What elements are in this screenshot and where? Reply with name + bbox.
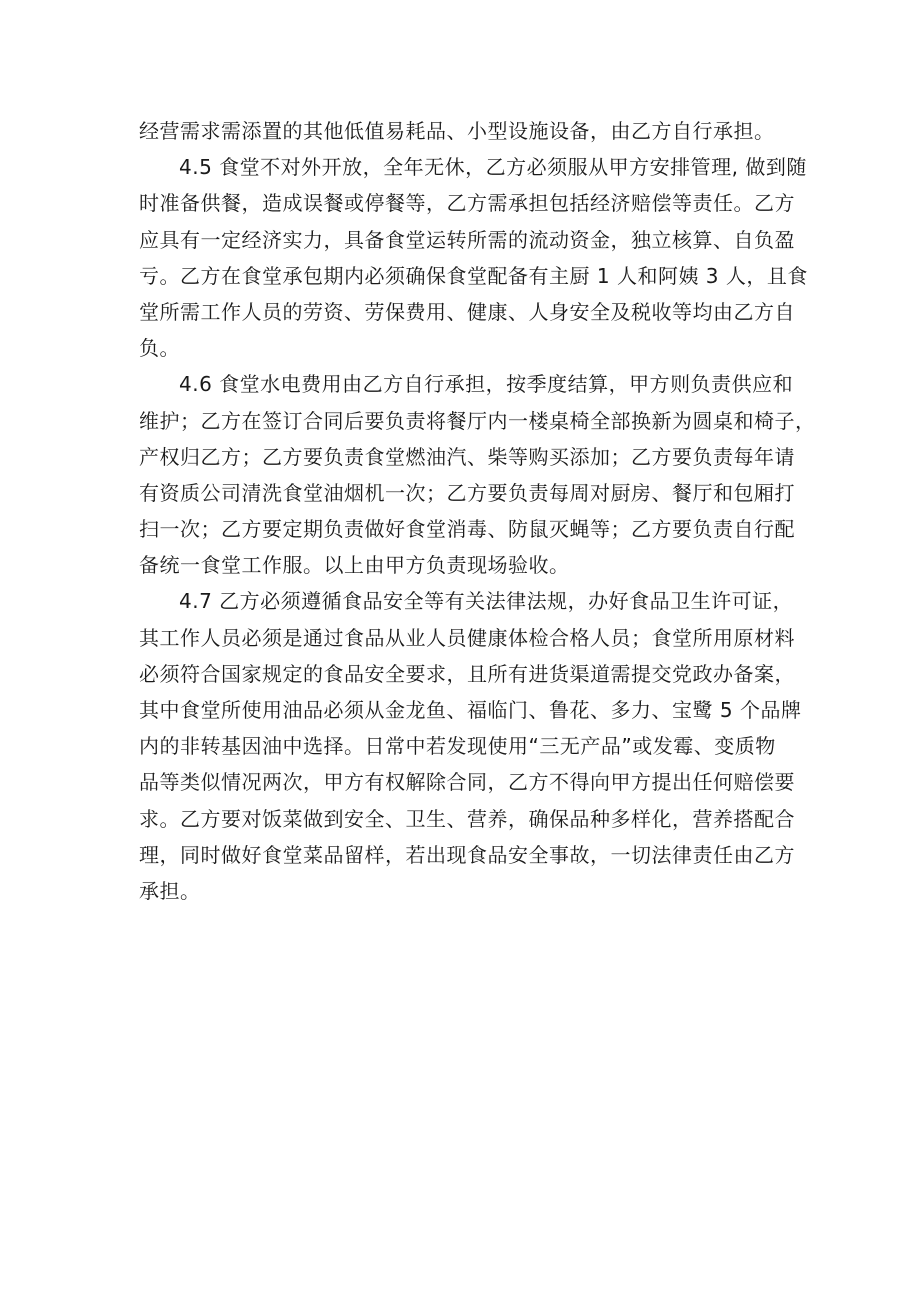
paragraph-4-5-first-line: 4.5 食堂不对外开放，全年无休，乙方必须服从甲方安排管理, 做到随: [179, 155, 807, 180]
text-line: 应具有一定经济实力，具备食堂运转所需的流动资金，独立核算、自负盈: [139, 227, 795, 252]
text-line: 产权归乙方；乙方要负责食堂燃油汽、柴等购买添加；乙方要负责每年请: [139, 444, 795, 469]
paragraph-4-7-first-line: 4.7 乙方必须遵循食品安全等有关法律法规，办好食品卫生许可证，: [179, 589, 794, 614]
text-line: 备统一食堂工作服。以上由甲方负责现场验收。: [139, 553, 570, 578]
text-line: 扫一次；乙方要定期负责做好食堂消毒、防鼠灭蝇等；乙方要负责自行配: [139, 517, 795, 542]
text-line: 品等类似情况两次，甲方有权解除合同，乙方不得向甲方提出任何赔偿要: [139, 770, 795, 795]
text-line: 有资质公司清洗食堂油烟机一次；乙方要负责每周对厨房、餐厅和包厢打: [139, 480, 795, 505]
text-line: 内的非转基因油中选择。日常中若发现使用“三无产品”或发霉、变质物: [139, 734, 776, 759]
document-body: [139, 113, 816, 909]
text-line: 其工作人员必须是通过食品从业人员健康体检合格人员；食堂所用原材料: [139, 625, 795, 650]
text-line: 承担。: [139, 878, 201, 903]
text-line: 亏。乙方在食堂承包期内必须确保食堂配备有主厨 1 人和阿姨 3 人，且食: [139, 263, 808, 288]
text-line: 求。乙方要对饭菜做到安全、卫生、营养，确保品种多样化，营养搭配合: [139, 806, 795, 831]
paragraph-4-6-first-line: 4.6 食堂水电费用由乙方自行承担，按季度结算，甲方则负责供应和: [179, 372, 794, 397]
text-line: 必须符合国家规定的食品安全要求，且所有进货渠道需提交党政办备案，: [139, 661, 795, 686]
text-line: 理，同时做好食堂菜品留样，若出现食品安全事故，一切法律责任由乙方: [139, 842, 795, 867]
text-line: 经营需求需添置的其他低值易耗品、小型设施设备，由乙方自行承担。: [139, 119, 775, 143]
text-line: 负。: [139, 336, 180, 361]
text-line: 其中食堂所使用油品必须从金龙鱼、福临门、鲁花、多力、宝鹭 5 个品牌: [139, 698, 802, 722]
text-line: 时准备供餐，造成误餐或停餐等，乙方需承担包括经济赔偿等责任。乙方: [139, 191, 795, 216]
text-line: 维护；乙方在签订合同后要负责将餐厅内一楼桌椅全部换新为圆桌和椅子，: [139, 408, 816, 433]
text-line: 堂所需工作人员的劳资、劳保费用、健康、人身安全及税收等均由乙方自: [139, 299, 795, 324]
